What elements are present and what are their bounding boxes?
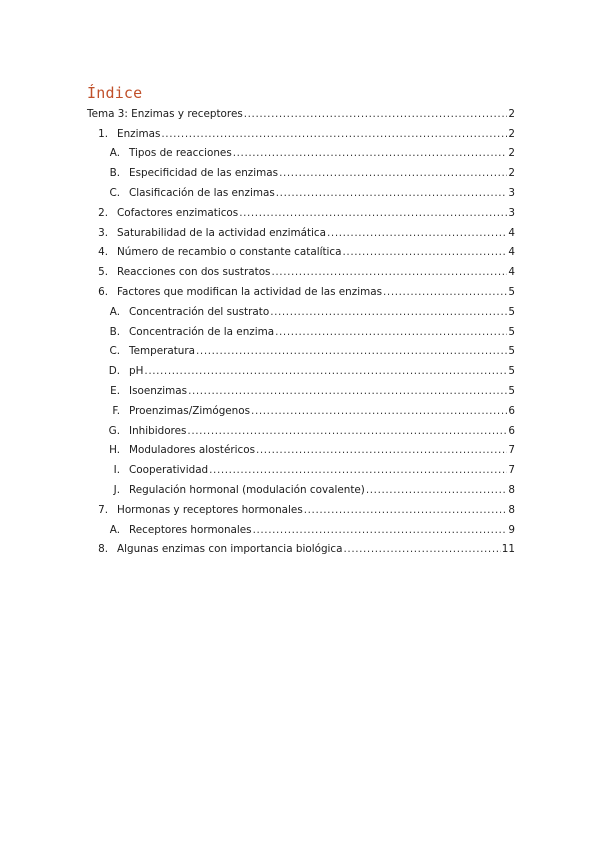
toc-entry-label: Número de recambio o constante catalítica [117,246,342,259]
toc-entry-label: Algunas enzimas con importancia biológica [117,543,343,556]
toc-entry[interactable] [87,180,515,200]
toc-entry-label: Moduladores alostéricos [129,444,255,457]
toc-dot-leader [244,107,508,121]
toc-entry[interactable] [87,200,515,220]
toc-entry-number: C. [109,345,120,358]
toc-dot-leader [383,285,507,299]
toc-entry-label: Proenzimas/Zimógenos [129,404,251,417]
toc-entry[interactable] [87,279,515,299]
toc-entry-label: Especificidad de las enzimas [129,167,279,180]
toc-entry-page-number: 3 [508,206,515,219]
toc-entry-label: Tema 3: Enzimas y receptores [87,107,243,120]
toc-entry[interactable] [87,497,515,517]
toc-entry[interactable] [87,398,515,418]
toc-dot-leader [327,226,507,240]
toc-entry-number: C. [109,186,120,199]
toc-entry-number: E. [110,384,120,397]
toc-entry[interactable] [87,299,515,319]
toc-entry-number: B. [109,325,120,338]
toc-dot-leader [196,344,507,358]
toc-entry[interactable] [87,141,515,161]
toc-entry-label: Enzimas [117,127,161,140]
toc-entry[interactable] [87,220,515,240]
toc-entry-label: Clasificación de las enzimas [129,186,275,199]
toc-dot-leader [275,325,507,339]
toc-entry-label: Tipos de reacciones [129,147,232,160]
toc-dot-leader [279,166,507,180]
toc-entry-label: pH [129,365,144,378]
toc-dot-leader [161,127,507,141]
toc-entry-page-number: 2 [508,167,515,180]
toc-entry-number: 7. [98,503,108,516]
toc-entry-number: I. [113,464,120,477]
toc-dot-leader [366,483,508,497]
toc-entry-page-number: 8 [508,503,515,516]
toc-entry-page-number: 5 [508,325,515,338]
toc-entry-number: 8. [98,543,108,556]
toc-entry-label: Regulación hormonal (modulación covalente) [129,483,365,496]
toc-entry[interactable] [87,101,515,121]
toc-entry-label: Receptores hormonales [129,523,252,536]
toc-entry[interactable] [87,121,515,141]
toc-entry-page-number: 7 [508,444,515,457]
toc-entry[interactable] [87,339,515,359]
toc-entry-number: F. [112,404,120,417]
toc-entry-number: 3. [98,226,108,239]
toc-entry-label: Factores que modifican la actividad de las enzimas [117,285,383,298]
toc-entry-number: 1. [98,127,108,140]
toc-entry-label: Inhibidores [129,424,187,437]
toc-entry-page-number: 9 [508,523,515,536]
toc-entry-page-number: 4 [508,266,515,279]
toc-entry[interactable] [87,418,515,438]
toc-entry[interactable] [87,517,515,537]
toc-entry-page-number: 4 [508,226,515,239]
toc-dot-leader [304,503,508,517]
toc-entry-number: G. [108,424,120,437]
toc-dot-leader [251,404,507,418]
toc-dot-leader [144,364,507,378]
toc-dot-leader [188,384,507,398]
toc-entry-number: A. [109,523,120,536]
toc-entry-label: Saturabilidad de la actividad enzimática [117,226,327,239]
toc-dot-leader [256,443,507,457]
toc-entry-label: Concentración de la enzima [129,325,275,338]
toc-entry-page-number: 3 [508,186,515,199]
toc-entry-label: Hormonas y receptores hormonales [117,503,303,516]
toc-entry-page-number: 6 [508,424,515,437]
toc-entry-page-number: 5 [508,285,515,298]
toc-entry[interactable] [87,240,515,260]
toc-entry-page-number: 4 [508,246,515,259]
toc-dot-leader [209,463,507,477]
toc-entry-page-number: 5 [508,305,515,318]
toc-entry-number: H. [109,444,120,457]
toc-entry[interactable] [87,259,515,279]
toc-entry-page-number: 2 [508,147,515,160]
toc-entry[interactable] [87,438,515,458]
toc-entry-label: Isoenzimas [129,384,188,397]
toc-entry-label: Cofactores enzimaticos [117,206,239,219]
toc-dot-leader [276,186,508,200]
toc-entry-page-number: 5 [508,365,515,378]
toc-entry[interactable] [87,358,515,378]
toc-entry-number: D. [108,365,120,378]
toc-entry[interactable] [87,537,515,557]
toc-list [87,101,515,556]
toc-entry[interactable] [87,378,515,398]
toc-entry[interactable] [87,160,515,180]
toc-dot-leader [187,424,507,438]
toc-dot-leader [233,146,508,160]
toc-entry-page-number: 11 [501,543,515,556]
toc-entry-label: Temperatura [129,345,196,358]
toc-entry[interactable] [87,477,515,497]
toc-entry-number: A. [109,305,120,318]
toc-entry-label: Concentración del sustrato [129,305,270,318]
toc-entry-number: 6. [98,285,108,298]
toc-dot-leader [253,523,508,537]
toc-entry-page-number: 5 [508,345,515,358]
toc-entry-label: Reacciones con dos sustratos [117,266,271,279]
toc-entry-label: Cooperatividad [129,464,209,477]
toc-entry-page-number: 5 [508,384,515,397]
toc-entry-number: A. [109,147,120,160]
toc-entry[interactable] [87,457,515,477]
toc-entry-page-number: 7 [508,464,515,477]
toc-dot-leader [344,542,501,556]
toc-entry-page-number: 6 [508,404,515,417]
toc-entry-page-number: 8 [508,483,515,496]
toc-title: Índice [87,84,143,102]
toc-entry-number: J. [113,483,120,496]
toc-dot-leader [239,206,507,220]
toc-entry-number: 4. [98,246,108,259]
toc-entry-page-number: 2 [508,107,515,120]
toc-entry[interactable] [87,319,515,339]
toc-dot-leader [270,305,507,319]
toc-entry-number: B. [109,167,120,180]
toc-dot-leader [343,245,508,259]
toc-dot-leader [271,265,507,279]
toc-entry-page-number: 2 [508,127,515,140]
toc-entry-number: 2. [98,206,108,219]
toc-entry-number: 5. [98,266,108,279]
